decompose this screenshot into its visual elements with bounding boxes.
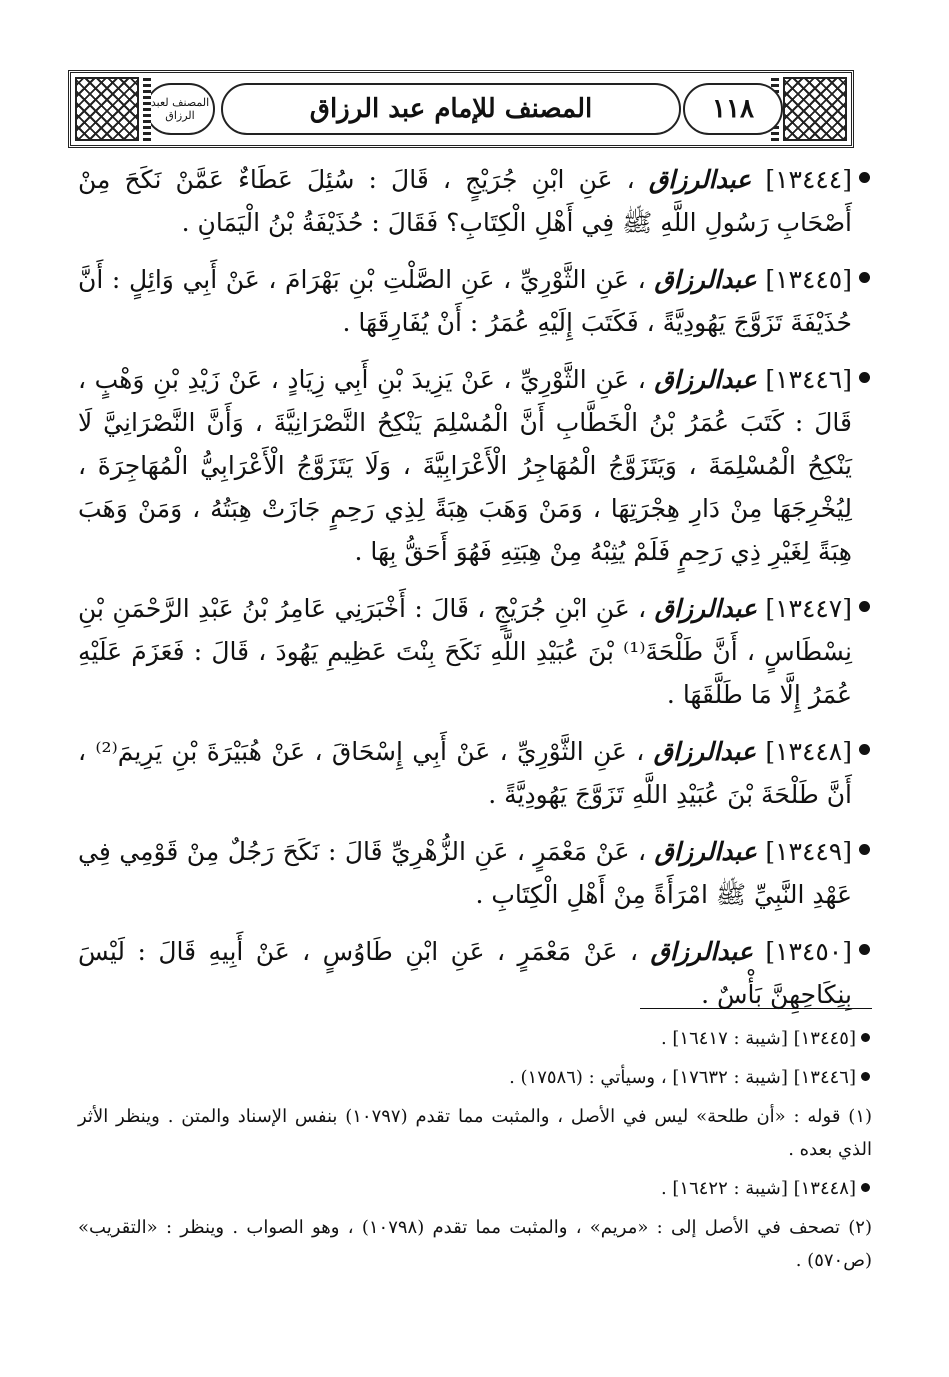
entry-author: عبدالرزاق bbox=[653, 737, 756, 766]
ornament-knot-icon bbox=[75, 77, 139, 141]
footnote-separator bbox=[640, 1008, 872, 1009]
footnote-reference: [١٣٤٤٨] [شيبة : ١٦٤٢٢] . bbox=[78, 1172, 872, 1205]
entry-author: عبدالرزاق bbox=[648, 165, 752, 194]
entry-text: ، عَنِ الثَّوْرِيِّ ، عَنِ الصَّلْتِ بْنِ بَهْرَامَ ، عَنْ أَبِي وَائِلٍ : أَنَّ حُذَيْفَةَ تَزَوَّجَ يَهُودِيَّةً ، فَكَتَبَ إِلَيْهِ عُمَرُ : أَنْ يُفَارِقَهَا . bbox=[78, 265, 852, 337]
hadith-entry bbox=[78, 930, 872, 1016]
footnote-note: (١) قوله : «أن طلحة» ليس في الأصل ، والمثبت مما تقدم (١٠٧٩٧) بنفس الإسناد والمتن . وينظر الأثر الذي بعده . bbox=[78, 1106, 873, 1160]
hadith-entry bbox=[78, 258, 872, 344]
entry-number: [١٣٤٤٦] bbox=[765, 365, 852, 394]
entry-number: [١٣٤٤٨] bbox=[765, 737, 852, 766]
hadith-entry bbox=[78, 358, 872, 573]
hadith-entry bbox=[78, 730, 872, 816]
entry-text: ، عَنْ مَعْمَرٍ ، عَنِ الزُّهْرِيِّ قَالَ : نَكَحَ رَجُلٌ مِنْ قَوْمِي فِي عَهْدِ النَّبِيِّ ﷺ امْرَأَةً مِنْ أَهْلِ الْكِتَابِ . bbox=[78, 837, 852, 909]
footnotes bbox=[78, 1022, 872, 1283]
ornament-bar-icon bbox=[143, 77, 151, 141]
entry-number: [١٣٤٤٩] bbox=[765, 837, 852, 866]
footnote-reference: [١٣٤٤٦] [شيبة : ١٧٦٣٢] ، وسيأتي : (١٧٥٨٦) . bbox=[78, 1061, 872, 1094]
entry-text: ، عَنِ الثَّوْرِيِّ ، عَنْ أَبِي إِسْحَاقَ ، عَنْ هُبَيْرَةَ بْنِ يَرِيمَ⁽²⁾ ، أَنَّ طَلْحَةَ بْنَ عُبَيْدِ اللَّهِ تَزَوَّجَ يَهُودِيَّةً . bbox=[78, 737, 852, 809]
hadith-entry bbox=[78, 158, 872, 244]
footnote-reference: [١٣٤٤٥] [شيبة : ١٦٤١٧] . bbox=[78, 1022, 872, 1055]
entry-text: ، عَنِ ابْنِ جُرَيْجٍ ، قَالَ : سُئِلَ عَطَاءٌ عَمَّنْ نَكَحَ مِنْ أَصْحَابِ رَسُولِ اللَّهِ ﷺ فِي أَهْلِ الْكِتَابِ؟ فَقَالَ : حُذَيْفَةُ بْنُ الْيَمَانِ . bbox=[78, 165, 852, 237]
entry-author: عبدالرزاق bbox=[650, 937, 753, 966]
main-text bbox=[78, 158, 872, 1030]
entry-author: عبدالرزاق bbox=[654, 265, 757, 294]
page-number: ١١٨ bbox=[683, 83, 783, 135]
book-title: المصنف للإمام عبد الرزاق bbox=[221, 83, 681, 135]
book-seal: المصنف لعبد الرزاق bbox=[145, 83, 215, 135]
entry-author: عبدالرزاق bbox=[654, 837, 757, 866]
entry-number: [١٣٤٤٧] bbox=[765, 594, 852, 623]
entry-text: ، عَنْ مَعْمَرٍ ، عَنِ ابْنِ طَاوُسٍ ، عَنْ أَبِيهِ قَالَ : لَيْسَ بِنِكَاحِهِنَّ بَأْسٌ . bbox=[78, 937, 852, 1009]
page-header bbox=[68, 70, 854, 148]
entry-author: عبدالرزاق bbox=[654, 594, 757, 623]
entry-text: ، عَنِ الثَّوْرِيِّ ، عَنْ يَزِيدَ بْنِ أَبِي زِيَادٍ ، عَنْ زَيْدِ بْنِ وَهْبٍ ، قَالَ : كَتَبَ عُمَرُ بْنُ الْخَطَّابِ أَنَّ الْمُسْلِمَ يَنْكِحُ النَّصْرَانِيَّةَ ، وَأَنَّ النَّصْرَانِيَّ لَا يَنْكِحُ الْمُسْلِمَةَ ، وَيَتَزَوَّجُ الْمُهَاجِرُ الْأَعْرَابِيَّةَ ، وَلَا يَتَزَوَّجُ الْأَعْرَابِيُّ الْمُهَاجِرَةَ ، لِيُخْرِجَهَا مِنْ دَارِ هِجْرَتِهَا ، وَمَنْ وَهَبَ هِبَةً لِذِي رَحِمٍ جَازَتْ هِبَتُهُ ، وَمَنْ وَهَبَ هِبَةً لِغَيْرِ ذِي رَحِمٍ فَلَمْ يُثِبْهُ مِنْ هِبَتِهِ فَهُوَ أَحَقُّ بِهَا . bbox=[78, 365, 852, 566]
hadith-entry bbox=[78, 830, 872, 916]
entry-text: ، عَنِ ابْنِ جُرَيْجٍ ، قَالَ : أَخْبَرَنِي عَامِرُ بْنُ عَبْدِ الرَّحْمَنِ بْنِ نِسْطَاسٍ ، أَنَّ طَلْحَةَ⁽¹⁾ بْنَ عُبَيْدِ اللَّهِ نَكَحَ بِنْتَ عَظِيمِ يَهُودَ ، قَالَ : فَعَزَمَ عَلَيْهِ عُمَرُ إِلَّا مَا طَلَّقَهَا . bbox=[78, 594, 852, 709]
entry-number: [١٣٤٤٥] bbox=[765, 265, 852, 294]
ornament-knot-icon bbox=[783, 77, 847, 141]
entry-number: [١٣٤٤٤] bbox=[765, 165, 852, 194]
entry-author: عبدالرزاق bbox=[654, 365, 757, 394]
entry-number: [١٣٤٥٠] bbox=[765, 937, 852, 966]
hadith-entry bbox=[78, 587, 872, 716]
footnote-note: (٢) تصحف في الأصل إلى : «مريم» ، والمثبت مما تقدم (١٠٧٩٨) ، وهو الصواب . وينظر : «التقريب» (ص٥٧٠) . bbox=[78, 1217, 872, 1271]
